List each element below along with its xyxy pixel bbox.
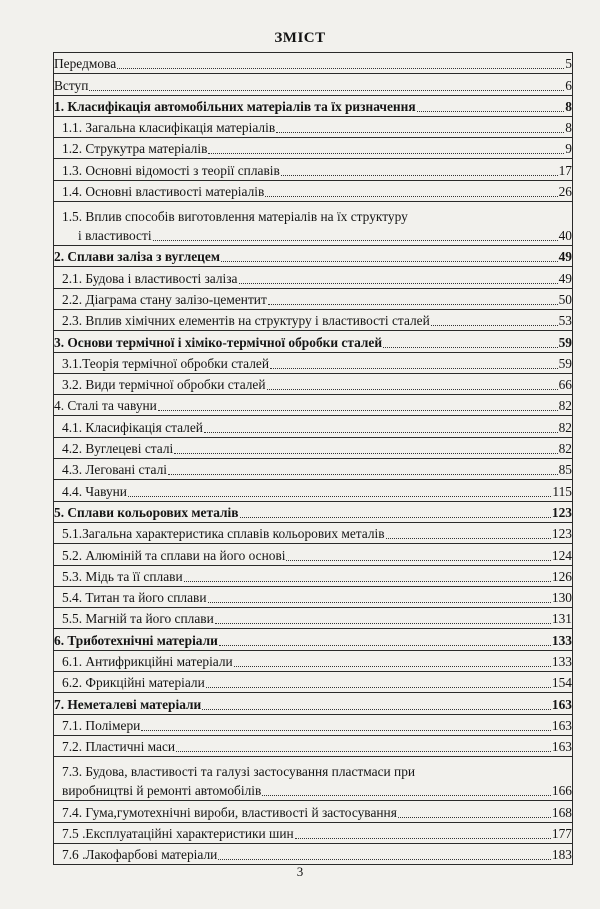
toc-cell bbox=[54, 822, 573, 843]
toc-entry-title: 7.3. Будова, властивості та галузі застосування пластмаси при bbox=[62, 764, 416, 780]
toc-cell bbox=[54, 331, 573, 352]
dot-leader bbox=[208, 601, 551, 603]
dot-leader bbox=[262, 794, 551, 796]
dot-leader bbox=[386, 537, 551, 539]
toc-page-ref: 6 bbox=[565, 77, 572, 93]
toc-entry-title: 7.2. Пластичні маси bbox=[62, 739, 176, 755]
dot-leader bbox=[208, 152, 564, 154]
dot-leader bbox=[383, 346, 558, 348]
toc-page-ref: 59 bbox=[558, 334, 572, 350]
dot-leader bbox=[431, 324, 558, 326]
toc-cell bbox=[54, 843, 573, 864]
toc-row bbox=[54, 116, 573, 137]
toc-row bbox=[54, 416, 573, 437]
toc-cell bbox=[54, 309, 573, 330]
toc-cell bbox=[54, 53, 573, 74]
dot-leader bbox=[176, 750, 551, 752]
toc-entry-title: 5.3. Мідь та її сплави bbox=[62, 568, 183, 584]
toc-body bbox=[54, 53, 573, 865]
toc-page-ref: 154 bbox=[551, 675, 572, 691]
toc-page-ref: 50 bbox=[558, 291, 572, 307]
toc-entry-title: 2. Сплави заліза з вуглецем bbox=[54, 249, 220, 265]
toc-page-ref: 163 bbox=[551, 717, 572, 733]
toc-entry-title: 1.3. Основні відомості з теорії сплавів bbox=[62, 162, 280, 178]
toc-page-ref: 163 bbox=[551, 696, 572, 712]
toc-entry-title-cont: виробництві й ремонті автомобілів bbox=[62, 783, 262, 799]
toc-page-ref: 166 bbox=[551, 783, 572, 799]
toc-page-ref: 8 bbox=[565, 120, 572, 136]
toc-page-ref: 133 bbox=[551, 632, 572, 648]
toc-page-ref: 82 bbox=[558, 419, 572, 435]
toc-entry-title: 4.3. Леговані сталі bbox=[62, 462, 167, 478]
toc-cell bbox=[54, 159, 573, 180]
toc-cell bbox=[54, 650, 573, 671]
toc-page-ref: 123 bbox=[551, 504, 572, 520]
toc-row bbox=[54, 565, 573, 586]
toc-entry-title: 4. Сталі та чавуни bbox=[54, 398, 157, 414]
toc-page-ref: 126 bbox=[551, 568, 572, 584]
toc-row bbox=[54, 480, 573, 501]
toc-cell bbox=[54, 480, 573, 501]
toc-cell bbox=[54, 416, 573, 437]
dot-leader bbox=[89, 89, 564, 91]
toc-row bbox=[54, 53, 573, 74]
toc-entry-title: 7.4. Гума,гумотехнічні вироби, властивості й застосування bbox=[62, 804, 397, 820]
toc-page-ref: 123 bbox=[551, 526, 572, 542]
toc-cell bbox=[54, 757, 573, 801]
toc-row bbox=[54, 95, 573, 116]
toc-page-ref: 168 bbox=[551, 804, 572, 820]
toc-row bbox=[54, 246, 573, 267]
dot-leader bbox=[215, 622, 551, 624]
toc-cell bbox=[54, 352, 573, 373]
toc-entry-title: 5.1.Загальна характеристика сплавів кольорових металів bbox=[62, 526, 385, 542]
toc-cell bbox=[54, 544, 573, 565]
toc-page-ref: 40 bbox=[558, 228, 572, 244]
toc-cell bbox=[54, 95, 573, 116]
dot-leader bbox=[218, 858, 551, 860]
toc-row bbox=[54, 309, 573, 330]
toc-page-ref: 133 bbox=[551, 654, 572, 670]
toc-cell bbox=[54, 608, 573, 629]
toc-row bbox=[54, 650, 573, 671]
dot-leader bbox=[158, 409, 558, 411]
toc-row bbox=[54, 801, 573, 822]
toc-entry-title: 1.1. Загальна класифікація матеріалів bbox=[62, 120, 276, 136]
page-number: 3 bbox=[296, 864, 304, 879]
dot-leader bbox=[141, 729, 551, 731]
toc-cell bbox=[54, 629, 573, 650]
dot-leader bbox=[219, 644, 551, 646]
toc-row bbox=[54, 159, 573, 180]
toc-entry-title: 5.4. Титан та його сплави bbox=[62, 590, 207, 606]
toc-entry-title: 7.5 .Експлуатаційні характеристики шин bbox=[62, 825, 294, 841]
toc-row bbox=[54, 693, 573, 714]
toc-entry-title: 4.2. Вуглецеві сталі bbox=[62, 441, 174, 457]
toc-page-ref: 66 bbox=[558, 377, 572, 393]
toc-row bbox=[54, 459, 573, 480]
toc-cell bbox=[54, 373, 573, 394]
toc-page-ref: 131 bbox=[551, 611, 572, 627]
dot-leader bbox=[240, 516, 551, 518]
toc-entry-title: 3.1.Теорія термічної обробки сталей bbox=[62, 355, 270, 371]
toc-entry-title-cont: і властивості bbox=[78, 228, 152, 244]
toc-page-ref: 124 bbox=[551, 547, 572, 563]
dot-leader bbox=[268, 303, 558, 305]
toc-row bbox=[54, 735, 573, 756]
toc-entry-title: 6.2. Фрикційні матеріали bbox=[62, 675, 205, 691]
toc-cell bbox=[54, 735, 573, 756]
toc-row bbox=[54, 822, 573, 843]
toc-page-ref: 59 bbox=[558, 355, 572, 371]
toc-page-ref: 82 bbox=[558, 441, 572, 457]
dot-leader bbox=[270, 367, 558, 369]
toc-cell bbox=[54, 801, 573, 822]
dot-leader bbox=[153, 239, 558, 241]
dot-leader bbox=[417, 110, 565, 112]
toc-page-ref: 49 bbox=[558, 270, 572, 286]
toc-page-ref: 82 bbox=[558, 398, 572, 414]
dot-leader bbox=[184, 580, 551, 582]
toc-row bbox=[54, 586, 573, 607]
dot-leader bbox=[221, 260, 558, 262]
toc-entry-title: 4.1. Класифікація сталей bbox=[62, 419, 203, 435]
toc-row bbox=[54, 843, 573, 864]
dot-leader bbox=[204, 431, 558, 433]
toc-row bbox=[54, 288, 573, 309]
toc-entry-title: 7.1. Полімери bbox=[62, 717, 141, 733]
toc-cell bbox=[54, 501, 573, 522]
toc-row bbox=[54, 629, 573, 650]
toc-entry-title: 5. Сплави кольорових металів bbox=[54, 504, 239, 520]
toc-row bbox=[54, 714, 573, 735]
toc-row bbox=[54, 138, 573, 159]
toc-cell bbox=[54, 437, 573, 458]
dot-leader bbox=[281, 174, 558, 176]
dot-leader bbox=[276, 131, 564, 133]
toc-entry-title: Передмова bbox=[54, 56, 117, 72]
toc-cell bbox=[54, 288, 573, 309]
toc-row bbox=[54, 608, 573, 629]
toc-row bbox=[54, 180, 573, 201]
toc-page-ref: 177 bbox=[551, 825, 572, 841]
toc-entry-title: 1.4. Основні властивості матеріалів bbox=[62, 184, 265, 200]
toc-row bbox=[54, 501, 573, 522]
toc-cell bbox=[54, 138, 573, 159]
toc-entry-title: 6. Триботехнічні матеріали bbox=[54, 632, 218, 648]
toc-entry-title: 3.2. Види термічної обробки сталей bbox=[62, 377, 266, 393]
toc-entry-title: Вступ bbox=[54, 77, 89, 93]
toc-cell bbox=[54, 202, 573, 246]
toc-row bbox=[54, 522, 573, 543]
toc-entry-title: 7.6 .Лакофарбові матеріали bbox=[62, 847, 218, 863]
dot-leader bbox=[295, 837, 551, 839]
toc-cell bbox=[54, 693, 573, 714]
dot-leader bbox=[234, 665, 551, 667]
toc-row bbox=[54, 352, 573, 373]
toc-page-ref: 5 bbox=[565, 56, 572, 72]
toc-page-ref: 115 bbox=[552, 483, 572, 499]
toc-cell bbox=[54, 672, 573, 693]
toc-cell bbox=[54, 522, 573, 543]
dot-leader bbox=[239, 282, 558, 284]
toc-entry-title: 2.3. Вплив хімічних елементів на структуру і властивості сталей bbox=[62, 313, 430, 329]
toc-page-ref: 26 bbox=[558, 184, 572, 200]
toc-page-ref: 53 bbox=[558, 313, 572, 329]
toc-row bbox=[54, 74, 573, 95]
toc-cell bbox=[54, 116, 573, 137]
dot-leader bbox=[206, 686, 551, 688]
toc-row bbox=[54, 331, 573, 352]
toc-row bbox=[54, 672, 573, 693]
toc-entry-title: 2.1. Будова і властивості заліза bbox=[62, 270, 238, 286]
toc-cell bbox=[54, 246, 573, 267]
toc-row bbox=[54, 757, 573, 801]
toc-entry-title: 6.1. Антифрикційні матеріали bbox=[62, 654, 233, 670]
toc-cell bbox=[54, 180, 573, 201]
toc-page-ref: 130 bbox=[551, 590, 572, 606]
toc-entry-title: 1.5. Вплив способів виготовлення матеріалів на їх структуру bbox=[62, 209, 408, 225]
table-of-contents bbox=[53, 52, 573, 865]
toc-cell bbox=[54, 565, 573, 586]
toc-entry-title: 7. Неметалеві матеріали bbox=[54, 696, 202, 712]
dot-leader bbox=[202, 708, 551, 710]
toc-cell bbox=[54, 395, 573, 416]
toc-entry-title: 5.5. Магній та його сплави bbox=[62, 611, 214, 627]
toc-row bbox=[54, 267, 573, 288]
dot-leader bbox=[286, 559, 550, 561]
dot-leader bbox=[174, 452, 557, 454]
toc-entry-title: 1. Класифікація автомобільних матеріалів та їх ризначення bbox=[54, 98, 416, 114]
toc-entry-title: 1.2. Струкутра матеріалів bbox=[62, 141, 208, 157]
toc-row bbox=[54, 395, 573, 416]
toc-entry-title: 2.2. Діаграма стану залізо-цементит bbox=[62, 291, 267, 307]
toc-page-ref: 163 bbox=[551, 739, 572, 755]
toc-entry-title: 3. Основи термічної і хіміко-термічної обробки сталей bbox=[54, 334, 383, 350]
dot-leader bbox=[267, 388, 558, 390]
toc-row bbox=[54, 202, 573, 246]
toc-page-ref: 85 bbox=[558, 462, 572, 478]
dot-leader bbox=[398, 816, 551, 818]
toc-page-ref: 9 bbox=[565, 141, 572, 157]
dot-leader bbox=[265, 195, 557, 197]
toc-cell bbox=[54, 586, 573, 607]
toc-cell bbox=[54, 267, 573, 288]
toc-cell bbox=[54, 74, 573, 95]
toc-row bbox=[54, 373, 573, 394]
dot-leader bbox=[117, 67, 564, 69]
toc-row bbox=[54, 437, 573, 458]
toc-entry-title: 5.2. Алюміній та сплави на його основі bbox=[62, 547, 286, 563]
toc-cell bbox=[54, 714, 573, 735]
dot-leader bbox=[128, 495, 551, 497]
toc-cell bbox=[54, 459, 573, 480]
toc-page-ref: 183 bbox=[551, 847, 572, 863]
toc-entry-title: 4.4. Чавуни bbox=[62, 483, 127, 499]
dot-leader bbox=[168, 473, 558, 475]
toc-page-ref: 8 bbox=[565, 98, 572, 114]
toc-page-ref: 49 bbox=[558, 249, 572, 265]
toc-page-ref: 17 bbox=[558, 162, 572, 178]
toc-row bbox=[54, 544, 573, 565]
page-title: ЗМІСТ bbox=[274, 30, 326, 46]
